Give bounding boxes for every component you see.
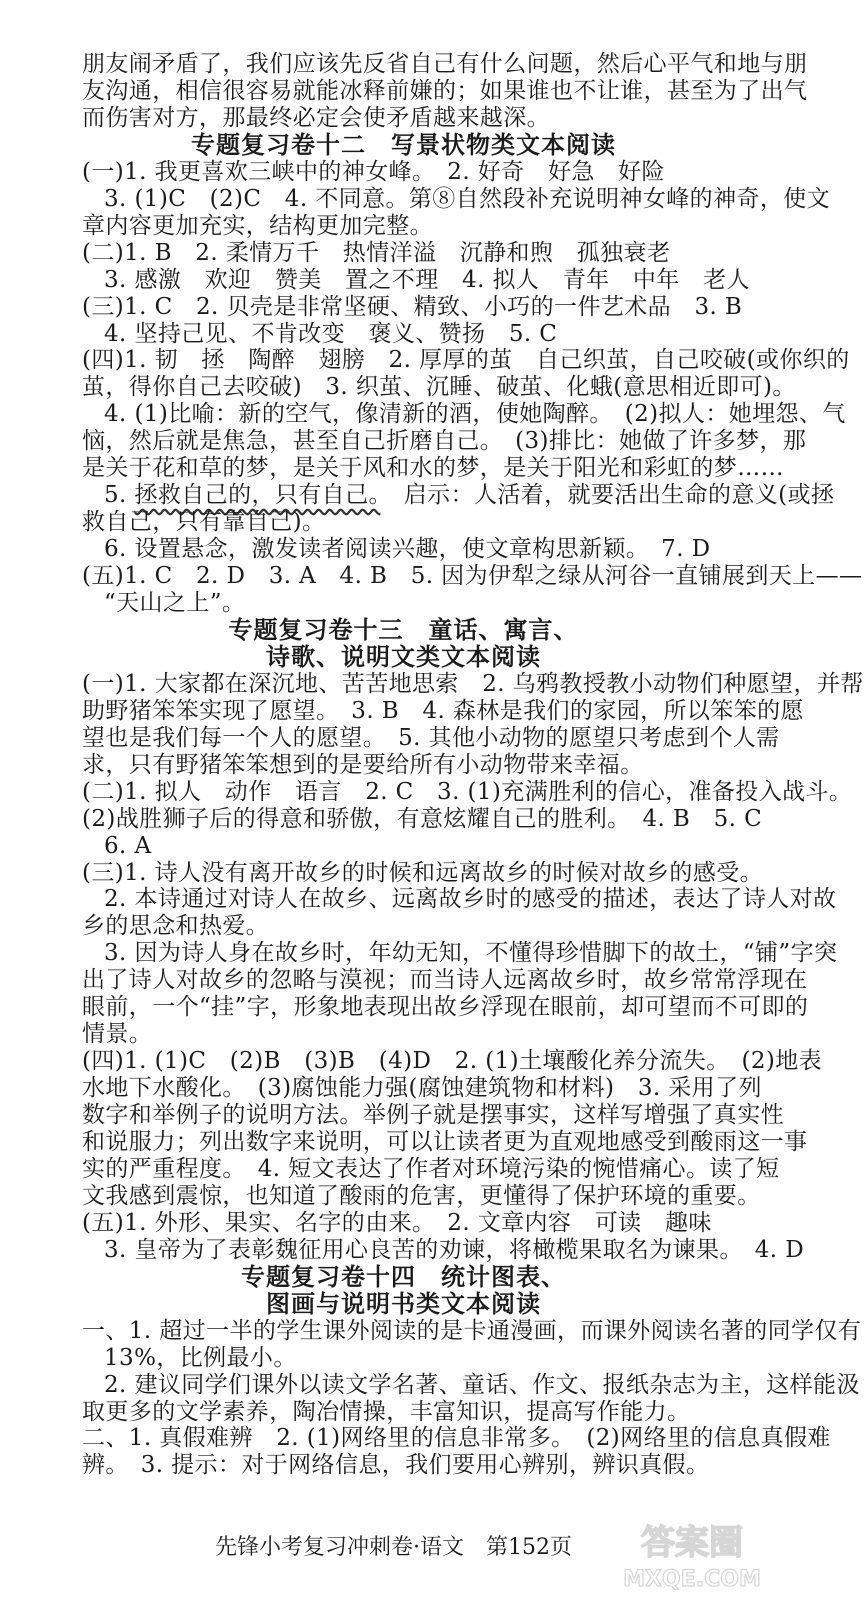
answer-line: 望也是我们每一个人的愿望。 5. 其他小动物的愿望只考虑到个人需 (82, 724, 780, 751)
answer-line: (三)1. C 2. 贝壳是非常坚硬、精致、小巧的一件艺术品 3. B (82, 293, 743, 320)
svg-text:MXQE.COM: MXQE.COM (623, 1567, 761, 1592)
answer-text: 5. (104, 482, 135, 509)
answer-line: 3. (1)C (2)C 4. 不同意。第⑧自然段补充说明神女峰的神奇，使文 (104, 185, 831, 212)
answer-line: 13%，比例最小。 (104, 1344, 297, 1371)
answer-line: 乡的思念和热爱。 (82, 913, 270, 940)
answer-line: (2)战胜狮子后的得意和骄傲，有意炫耀自己的胜利。 4. B 5. C (82, 805, 763, 832)
answer-line: (三)1. 诗人没有离开故乡的时候和远离故乡的时候对故乡的感受。 (82, 859, 764, 886)
answer-line: 3. 因为诗人身在故乡时，年幼无知，不懂得珍惜脚下的故土，“铺”字突 (104, 940, 838, 967)
answer-line: 2. 本诗通过对诗人在故乡、远离故乡时的感受的描述，表达了诗人对故 (104, 886, 837, 913)
answer-line: 辨。 3. 提示：对于网络信息，我们要用心辨别，辨识真假。 (82, 1452, 710, 1479)
section-heading: 专题复习卷十四 统计图表、 (241, 1262, 566, 1291)
answer-line: 情景。 (82, 1021, 153, 1048)
answer-line: 文我感到震惊，也知道了酸雨的危害，更懂得了保护环境的重要。 (82, 1182, 761, 1209)
answer-line: (四)1. (1)C (2)B (3)B (4)D 2. (1)土壤酸化养分流失。 (2)地表 (82, 1048, 823, 1075)
answer-line: 二、1. 真假难辨 2. (1)网络里的信息非常多。 (2)网络里的信息真假难 (82, 1425, 831, 1452)
answer-line: 而伤害对方，那最终必定会使矛盾越来越深。 (82, 104, 550, 131)
answer-line: 求，只有野猪笨笨想到的是要给所有小动物带来幸福。 (82, 751, 644, 778)
answer-line: “天山之上”。 (104, 590, 246, 616)
answer-line: (二)1. B 2. 柔情万千 热情洋溢 沉静和煦 孤独衰老 (82, 239, 671, 266)
answer-line: 4. (1)比喻：新的空气，像清新的酒，使她陶醉。 (2)拟人：她埋怨、气 (104, 401, 846, 428)
answer-line: (二)1. 拟人 动作 语言 2. C 3. (1)充满胜利的信心，准备投入战斗。 (82, 778, 853, 805)
answer-line: (五)1. C 2. D 3. A 4. B 5. 因为伊犁之绿从河谷一直铺展到天上—— (82, 563, 863, 590)
svg-text:答案圈: 答案圈 (641, 1523, 743, 1563)
answer-line: (五)1. 外形、果实、名字的由来。 2. 文章内容 可读 趣味 (82, 1209, 712, 1236)
section-heading: 专题复习卷十二 写景状物类文本阅读 (191, 130, 616, 159)
answer-line: 出了诗人对故乡的忽略与漠视；而当诗人远离故乡时，故乡常常浮现在 (82, 967, 808, 994)
answer-line: 章内容更加充实，结构更加完整。 (82, 212, 433, 239)
answer-line: 恼，然后就是焦急，甚至自己折磨自己。 (3)排比：她做了许多梦，那 (82, 428, 807, 455)
answer-line: 助野猪笨笨实现了愿望。 3. B 4. 森林是我们的家园，所以笨笨的愿 (82, 697, 804, 724)
answer-line: 6. A (104, 832, 152, 859)
answer-line: 是关于花和草的梦，是关于风和水的梦，是关于阳光和彩虹的梦…… (82, 455, 784, 482)
answer-line: 2. 建议同学们课外以读文学名著、童话、作文、报纸杂志为主，这样能汲 (104, 1371, 860, 1398)
answer-line: 数字和举例子的说明方法。举例子就是摆事实，这样写增强了真实性 (82, 1102, 784, 1129)
answer-line: 救自己，只有靠自己)。 (82, 509, 326, 536)
answer-line: 3. 皇帝为了表彰魏征用心良苦的劝谏，将橄榄果取名为谏果。 4. D (104, 1236, 805, 1263)
answer-line: 朋友闹矛盾了，我们应该先反省自己有什么问题，然后心平气和地与朋 (82, 51, 808, 77)
answer-line: 茧，得你自己去咬破) 3. 织茧、沉睡、破茧、化蛾(意思相近即可)。 (82, 374, 796, 401)
section-heading: 诗歌、说明文类文本阅读 (266, 642, 541, 671)
answer-line: 和说服力；列出数字来说明，可以让读者更为直观地感受到酸雨这一事 (82, 1129, 808, 1155)
answer-line: 眼前，一个“挂”字，形象地表现出故乡浮现在眼前，却可望而不可即的 (82, 994, 809, 1021)
answer-line: 4. 坚持己见、不肯改变 褒义、赞扬 5. C (104, 320, 558, 347)
answer-line: 3. 感激 欢迎 赞美 置之不理 4. 拟人 青年 中年 老人 (104, 266, 750, 293)
answer-text: 启示：人活着，就要活出生命的意义(或拯 (380, 482, 835, 509)
answer-line: (一)1. 大家都在深沉地、苦苦地思索 2. 乌鸦教授教小动物们种愿望，并帮 (82, 670, 864, 697)
answer-line: 一、1. 超过一半的学生课外阅读的是卡通漫画，而课外阅读名著的同学仅有 (82, 1317, 862, 1344)
page-footer: 先锋小考复习冲刺卷·语文 第152页 (215, 1535, 572, 1560)
answer-line: 6. 设置悬念，激发读者阅读兴趣，使文章构思新颖。 7. D (104, 536, 711, 563)
answer-line: 水地下水酸化。 (3)腐蚀能力强(腐蚀建筑物和材料) 3. 采用了列 (82, 1075, 762, 1102)
answer-line: 实的严重程度。 4. 短文表达了作者对环境污染的惋惜痛心。读了短 (82, 1155, 780, 1182)
answer-line: 取更多的文学素养，陶冶情操，丰富知识，提高写作能力。 (82, 1398, 691, 1425)
underlined-answer: 拯救自己的，只有自己。 (134, 482, 381, 509)
answer-line: (一)1. 我更喜欢三峡中的神女峰。 2. 好奇 好急 好险 (82, 158, 665, 185)
section-heading: 图画与说明书类文本阅读 (266, 1289, 541, 1318)
answer-line: 友沟通，相信很容易就能冰释前嫌的；如果谁也不让谁，甚至为了出气 (82, 77, 808, 104)
answer-line: (四)1. 韧 拯 陶醉 翅膀 2. 厚厚的茧 自己织茧，自己咬破(或你织的 (82, 347, 850, 374)
section-heading: 专题复习卷十三 童话、寓言、 (228, 615, 579, 644)
watermark-logo (607, 1514, 777, 1594)
